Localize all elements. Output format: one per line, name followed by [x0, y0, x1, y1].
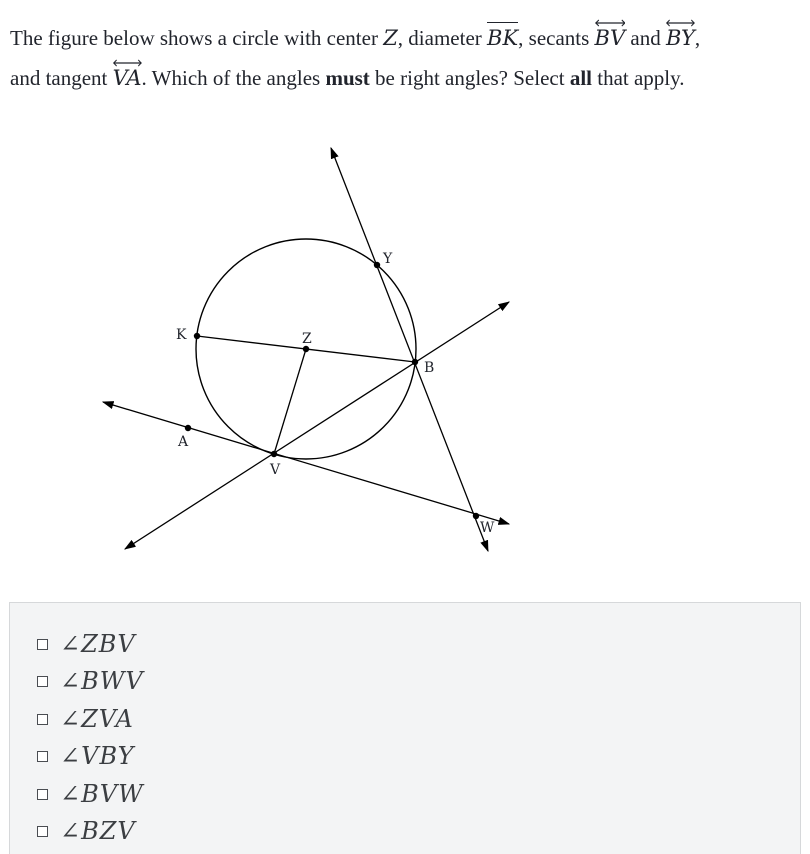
question-text-part: and tangent [10, 66, 113, 90]
point-V [271, 451, 277, 457]
checkbox-icon[interactable] [37, 789, 48, 800]
point-W [473, 513, 479, 519]
circle-diagram [0, 120, 810, 590]
tangent-line [113, 58, 142, 98]
checkbox-icon[interactable] [37, 751, 48, 762]
label-B: B [424, 360, 435, 376]
radius-ZV [274, 349, 306, 454]
geometry-figure [0, 120, 810, 590]
label-Y: Y [383, 251, 393, 267]
question-text-part: that apply. [591, 66, 685, 90]
checkbox-icon[interactable] [37, 639, 48, 650]
choice-option[interactable] [37, 779, 144, 809]
question-text-part: . Which of the angles [141, 66, 326, 90]
diameter-segment [487, 18, 518, 58]
choice-label: ∠BVW [60, 780, 144, 808]
checkbox-icon[interactable] [37, 714, 48, 725]
line-YW [331, 148, 488, 551]
choice-label: ∠ZVA [60, 705, 134, 733]
choice-label: ∠ZBV [60, 630, 136, 658]
question-text-part: The figure below shows a circle with center [10, 26, 384, 50]
emphasis-must: must [325, 66, 370, 90]
choice-option[interactable] [37, 816, 136, 846]
choice-option[interactable] [37, 704, 134, 734]
question-text [10, 18, 800, 98]
diameter-label: BK [487, 26, 519, 50]
choice-option[interactable] [37, 666, 144, 696]
secant-2-label: BY [665, 26, 695, 50]
point-B [412, 359, 418, 365]
question-text-part: , [694, 26, 701, 50]
choice-label: ∠BZV [60, 817, 136, 845]
choice-label: ∠BWV [60, 667, 144, 695]
point-A [185, 425, 191, 431]
checkbox-icon[interactable] [37, 676, 48, 687]
secant-1-label: BV [594, 26, 626, 50]
tangent-line-AW [103, 402, 509, 524]
point-Y [374, 262, 380, 268]
choice-label: ∠VBY [60, 742, 135, 770]
question-text-part: and [625, 26, 666, 50]
secant-line-1 [595, 18, 626, 58]
center-variable: Z [383, 26, 398, 50]
emphasis-all: all [569, 66, 592, 90]
question-text-part: , secants [518, 26, 595, 50]
label-V: V [270, 462, 281, 478]
question-text-part: , diameter [397, 26, 488, 50]
tangent-label: VA [112, 66, 142, 90]
choice-option[interactable] [37, 741, 135, 771]
choice-option[interactable] [37, 629, 136, 659]
question-text-part: be right angles? Select [369, 66, 570, 90]
label-Z: Z [302, 331, 312, 347]
point-K [194, 333, 200, 339]
label-W: W [480, 520, 495, 536]
answer-choices-panel [9, 602, 801, 854]
label-K: K [176, 327, 187, 343]
label-A: A [178, 434, 189, 450]
checkbox-icon[interactable] [37, 826, 48, 837]
secant-line-2 [666, 18, 695, 58]
